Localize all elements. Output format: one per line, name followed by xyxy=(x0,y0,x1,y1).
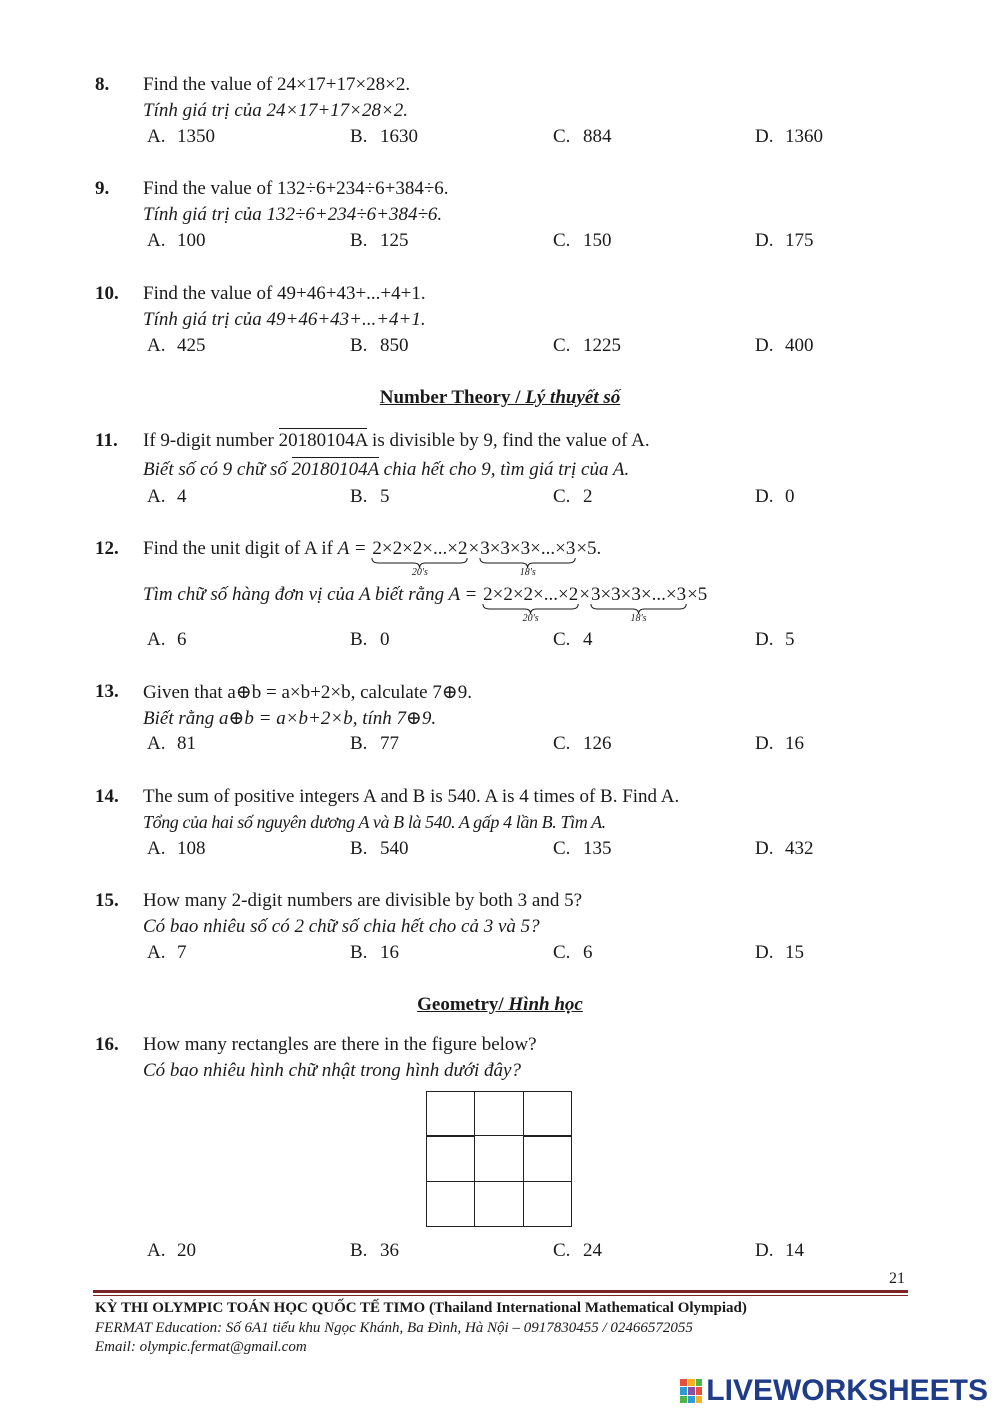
option-d[interactable]: D. 16 xyxy=(755,733,804,754)
option-d[interactable]: D. 432 xyxy=(755,838,814,859)
option-c[interactable]: C. 135 xyxy=(553,838,612,859)
footer-divider xyxy=(93,1290,908,1293)
option-b[interactable]: B. 125 xyxy=(350,230,409,251)
question-text-vi: Tính giá trị của 132÷6+234÷6+384÷6. xyxy=(143,204,443,225)
answer-options xyxy=(147,733,917,757)
option-b[interactable]: B. 77 xyxy=(350,733,399,754)
option-c[interactable]: C. 150 xyxy=(553,230,612,251)
option-b[interactable]: B. 16 xyxy=(350,942,399,963)
option-a[interactable]: A. 4 xyxy=(147,486,187,507)
option-c[interactable]: C. 1225 xyxy=(553,335,621,356)
question-text-vi: Biết rằng a⊕b = a×b+2×b, tính 7⊕9. xyxy=(143,708,437,729)
question-number: 10. xyxy=(95,283,119,304)
question-text-vi: Tổng của hai số nguyên dương A và B là 540. A gấp 4 lần B. Tìm A. xyxy=(143,812,606,832)
liveworksheets-logo[interactable] xyxy=(680,1374,988,1408)
question-text-en: If 9-digit number 20180104A is divisible by 9, find the value of A. xyxy=(143,430,650,451)
question-number: 12. xyxy=(95,538,119,559)
figure-cell xyxy=(523,1091,572,1137)
liveworksheets-logo-icon xyxy=(680,1379,702,1403)
question-text-en: How many 2-digit numbers are divisible by both 3 and 5? xyxy=(143,890,583,911)
question-number: 11. xyxy=(95,430,118,451)
overlined-number: 20180104A xyxy=(291,459,379,480)
option-c[interactable]: C. 24 xyxy=(553,1240,602,1261)
option-d[interactable]: D. 175 xyxy=(755,230,814,251)
option-d[interactable]: D. 14 xyxy=(755,1240,804,1261)
question-text-en: Given that a⊕b = a×b+2×b, calculate 7⊕9. xyxy=(143,682,472,703)
option-d[interactable]: D. 0 xyxy=(755,486,795,507)
option-b[interactable]: B. 5 xyxy=(350,486,390,507)
option-c[interactable]: C. 6 xyxy=(553,942,593,963)
question-text-en: How many rectangles are there in the figure below? xyxy=(143,1034,537,1055)
liveworksheets-logo-text: LIVEWORKSHEETS xyxy=(706,1374,988,1407)
footer-address: FERMAT Education: Số 6A1 tiểu khu Ngọc Khánh, Ba Đình, Hà Nội – 0917830455 / 02466572055 xyxy=(95,1320,693,1336)
option-c[interactable]: C. 4 xyxy=(553,629,593,650)
question-text-en: Find the value of 49+46+43+...+4+1. xyxy=(143,283,426,304)
footer-divider-thin xyxy=(93,1295,908,1296)
question-number: 8. xyxy=(95,74,110,95)
option-a[interactable]: A. 425 xyxy=(147,335,206,356)
section-title-geometry: Geometry/ Hình học xyxy=(417,994,583,1015)
option-d[interactable]: D. 15 xyxy=(755,942,804,963)
answer-options xyxy=(147,1240,917,1264)
answer-options xyxy=(147,942,917,966)
question-text-en: The sum of positive integers A and B is 540. A is 4 times of B. Find A. xyxy=(143,786,680,807)
option-b[interactable]: B. 850 xyxy=(350,335,409,356)
rectangles-figure xyxy=(426,1091,572,1227)
question-number: 14. xyxy=(95,786,119,807)
option-a[interactable]: A. 20 xyxy=(147,1240,196,1261)
question-text-vi: Biết số có 9 chữ số 20180104A chia hết cho 9, tìm giá trị của A. xyxy=(143,459,630,480)
answer-options xyxy=(147,838,917,862)
section-title-number-theory: Number Theory / Lý thuyết số xyxy=(379,387,621,408)
question-text-vi: Tìm chữ số hàng đơn vị của A biết rằng A = 2×2×2×...×2 20's ×3×3×3×...×3 18's ×5 xyxy=(143,584,708,624)
answer-options xyxy=(147,335,917,359)
answer-options xyxy=(147,230,917,254)
option-c[interactable]: C. 884 xyxy=(553,126,612,147)
option-a[interactable]: A. 81 xyxy=(147,733,196,754)
option-a[interactable]: A. 6 xyxy=(147,629,187,650)
option-d[interactable]: D. 1360 xyxy=(755,126,823,147)
overlined-number: 20180104A xyxy=(278,430,368,451)
option-b[interactable]: B. 540 xyxy=(350,838,409,859)
question-text-vi: Có bao nhiêu số có 2 chữ số chia hết cho cả 3 và 5? xyxy=(143,916,540,937)
figure-cell xyxy=(474,1091,524,1227)
question-text-vi: Có bao nhiêu hình chữ nhật trong hình dưới đây? xyxy=(143,1060,521,1081)
figure-cell xyxy=(426,1091,475,1137)
option-c[interactable]: C. 2 xyxy=(553,486,593,507)
underbrace-threes: 3×3×3×...×3 18's xyxy=(480,538,576,578)
underbrace-twos: 2×2×2×...×2 20's xyxy=(372,538,468,578)
option-a[interactable]: A. 108 xyxy=(147,838,206,859)
question-text-en: Find the value of 24×17+17×28×2. xyxy=(143,74,411,95)
option-d[interactable]: D. 5 xyxy=(755,629,795,650)
option-c[interactable]: C. 126 xyxy=(553,733,612,754)
footer-email: Email: olympic.fermat@gmail.com xyxy=(95,1339,307,1355)
option-a[interactable]: A. 1350 xyxy=(147,126,215,147)
question-number: 16. xyxy=(95,1034,119,1055)
question-number: 13. xyxy=(95,681,119,702)
option-b[interactable]: B. 0 xyxy=(350,629,390,650)
option-b[interactable]: B. 1630 xyxy=(350,126,418,147)
footer-title: KỲ THI OLYMPIC TOÁN HỌC QUỐC TẾ TIMO (Thailand International Mathematical Olympiad) xyxy=(95,1300,747,1316)
answer-options xyxy=(147,486,917,510)
underbrace-threes: 3×3×3×...×3 18's xyxy=(590,584,687,624)
option-a[interactable]: A. 7 xyxy=(147,942,187,963)
answer-options xyxy=(147,629,917,653)
underbrace-twos: 2×2×2×...×2 20's xyxy=(483,584,579,624)
option-b[interactable]: B. 36 xyxy=(350,1240,399,1261)
question-text-vi: Tính giá trị của 24×17+17×28×2. xyxy=(143,100,409,121)
question-number: 9. xyxy=(95,178,110,199)
question-text-en: Find the unit digit of A if A = 2×2×2×...×2 20's ×3×3×3×...×3 18's ×5. xyxy=(143,538,602,578)
option-a[interactable]: A. 100 xyxy=(147,230,206,251)
question-text-en: Find the value of 132÷6+234÷6+384÷6. xyxy=(143,178,449,199)
question-text-vi: Tính giá trị của 49+46+43+...+4+1. xyxy=(143,309,426,330)
option-d[interactable]: D. 400 xyxy=(755,335,814,356)
page-number: 21 xyxy=(889,1270,905,1287)
question-number: 15. xyxy=(95,890,119,911)
answer-options xyxy=(147,126,917,150)
